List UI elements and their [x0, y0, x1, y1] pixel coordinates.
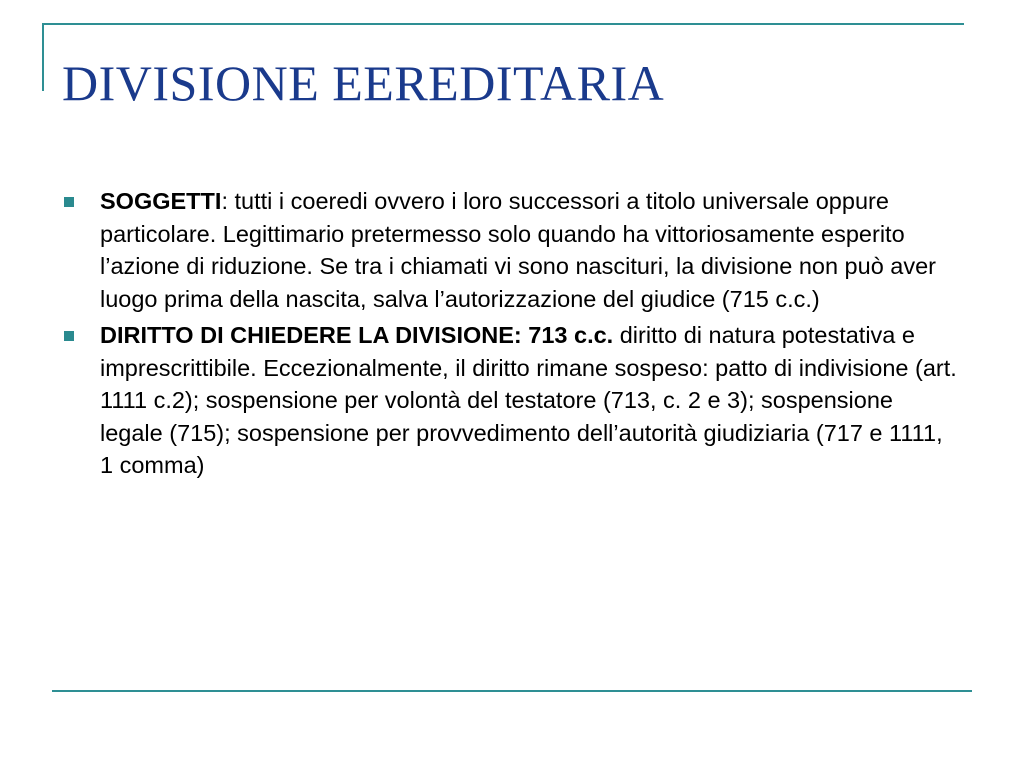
slide-title: DIVISIONE EEREDITARIA	[62, 55, 665, 111]
bullet-lead: DIRITTO DI CHIEDERE LA DIVISIONE: 713 c.c.	[100, 322, 614, 348]
bullet-lead: SOGGETTI	[100, 188, 222, 214]
bottom-divider-line	[52, 690, 972, 692]
bullet-item-diritto	[62, 319, 962, 482]
top-divider-line	[42, 23, 964, 25]
bullet-list	[62, 185, 962, 486]
bullet-text: : tutti i coeredi ovvero i loro successori a titolo universale oppure particolare. Legittimario pretermesso solo quando ha vittoriosamente esperito l’azione di riduzione. Se tra i chiamati vi sono nascituri, la divisione non può aver luogo prima della nascita, salva l’autorizzazione del giudice (715 c.c.)	[100, 188, 937, 312]
square-bullet-icon	[64, 197, 74, 207]
square-bullet-icon	[64, 331, 74, 341]
left-accent-line	[42, 23, 44, 91]
bullet-text: diritto di natura potestativa e imprescrittibile. Eccezionalmente, il diritto rimane sospeso: patto di indivisione (art. 1111 c.2); sospensione per volontà del testatore (713, c. 2 e 3); sospensione legale (715); sospensione per provvedimento dell’autorità giudiziaria (717 e 1111, 1 comma)	[100, 322, 957, 478]
bullet-item-soggetti	[62, 185, 962, 315]
